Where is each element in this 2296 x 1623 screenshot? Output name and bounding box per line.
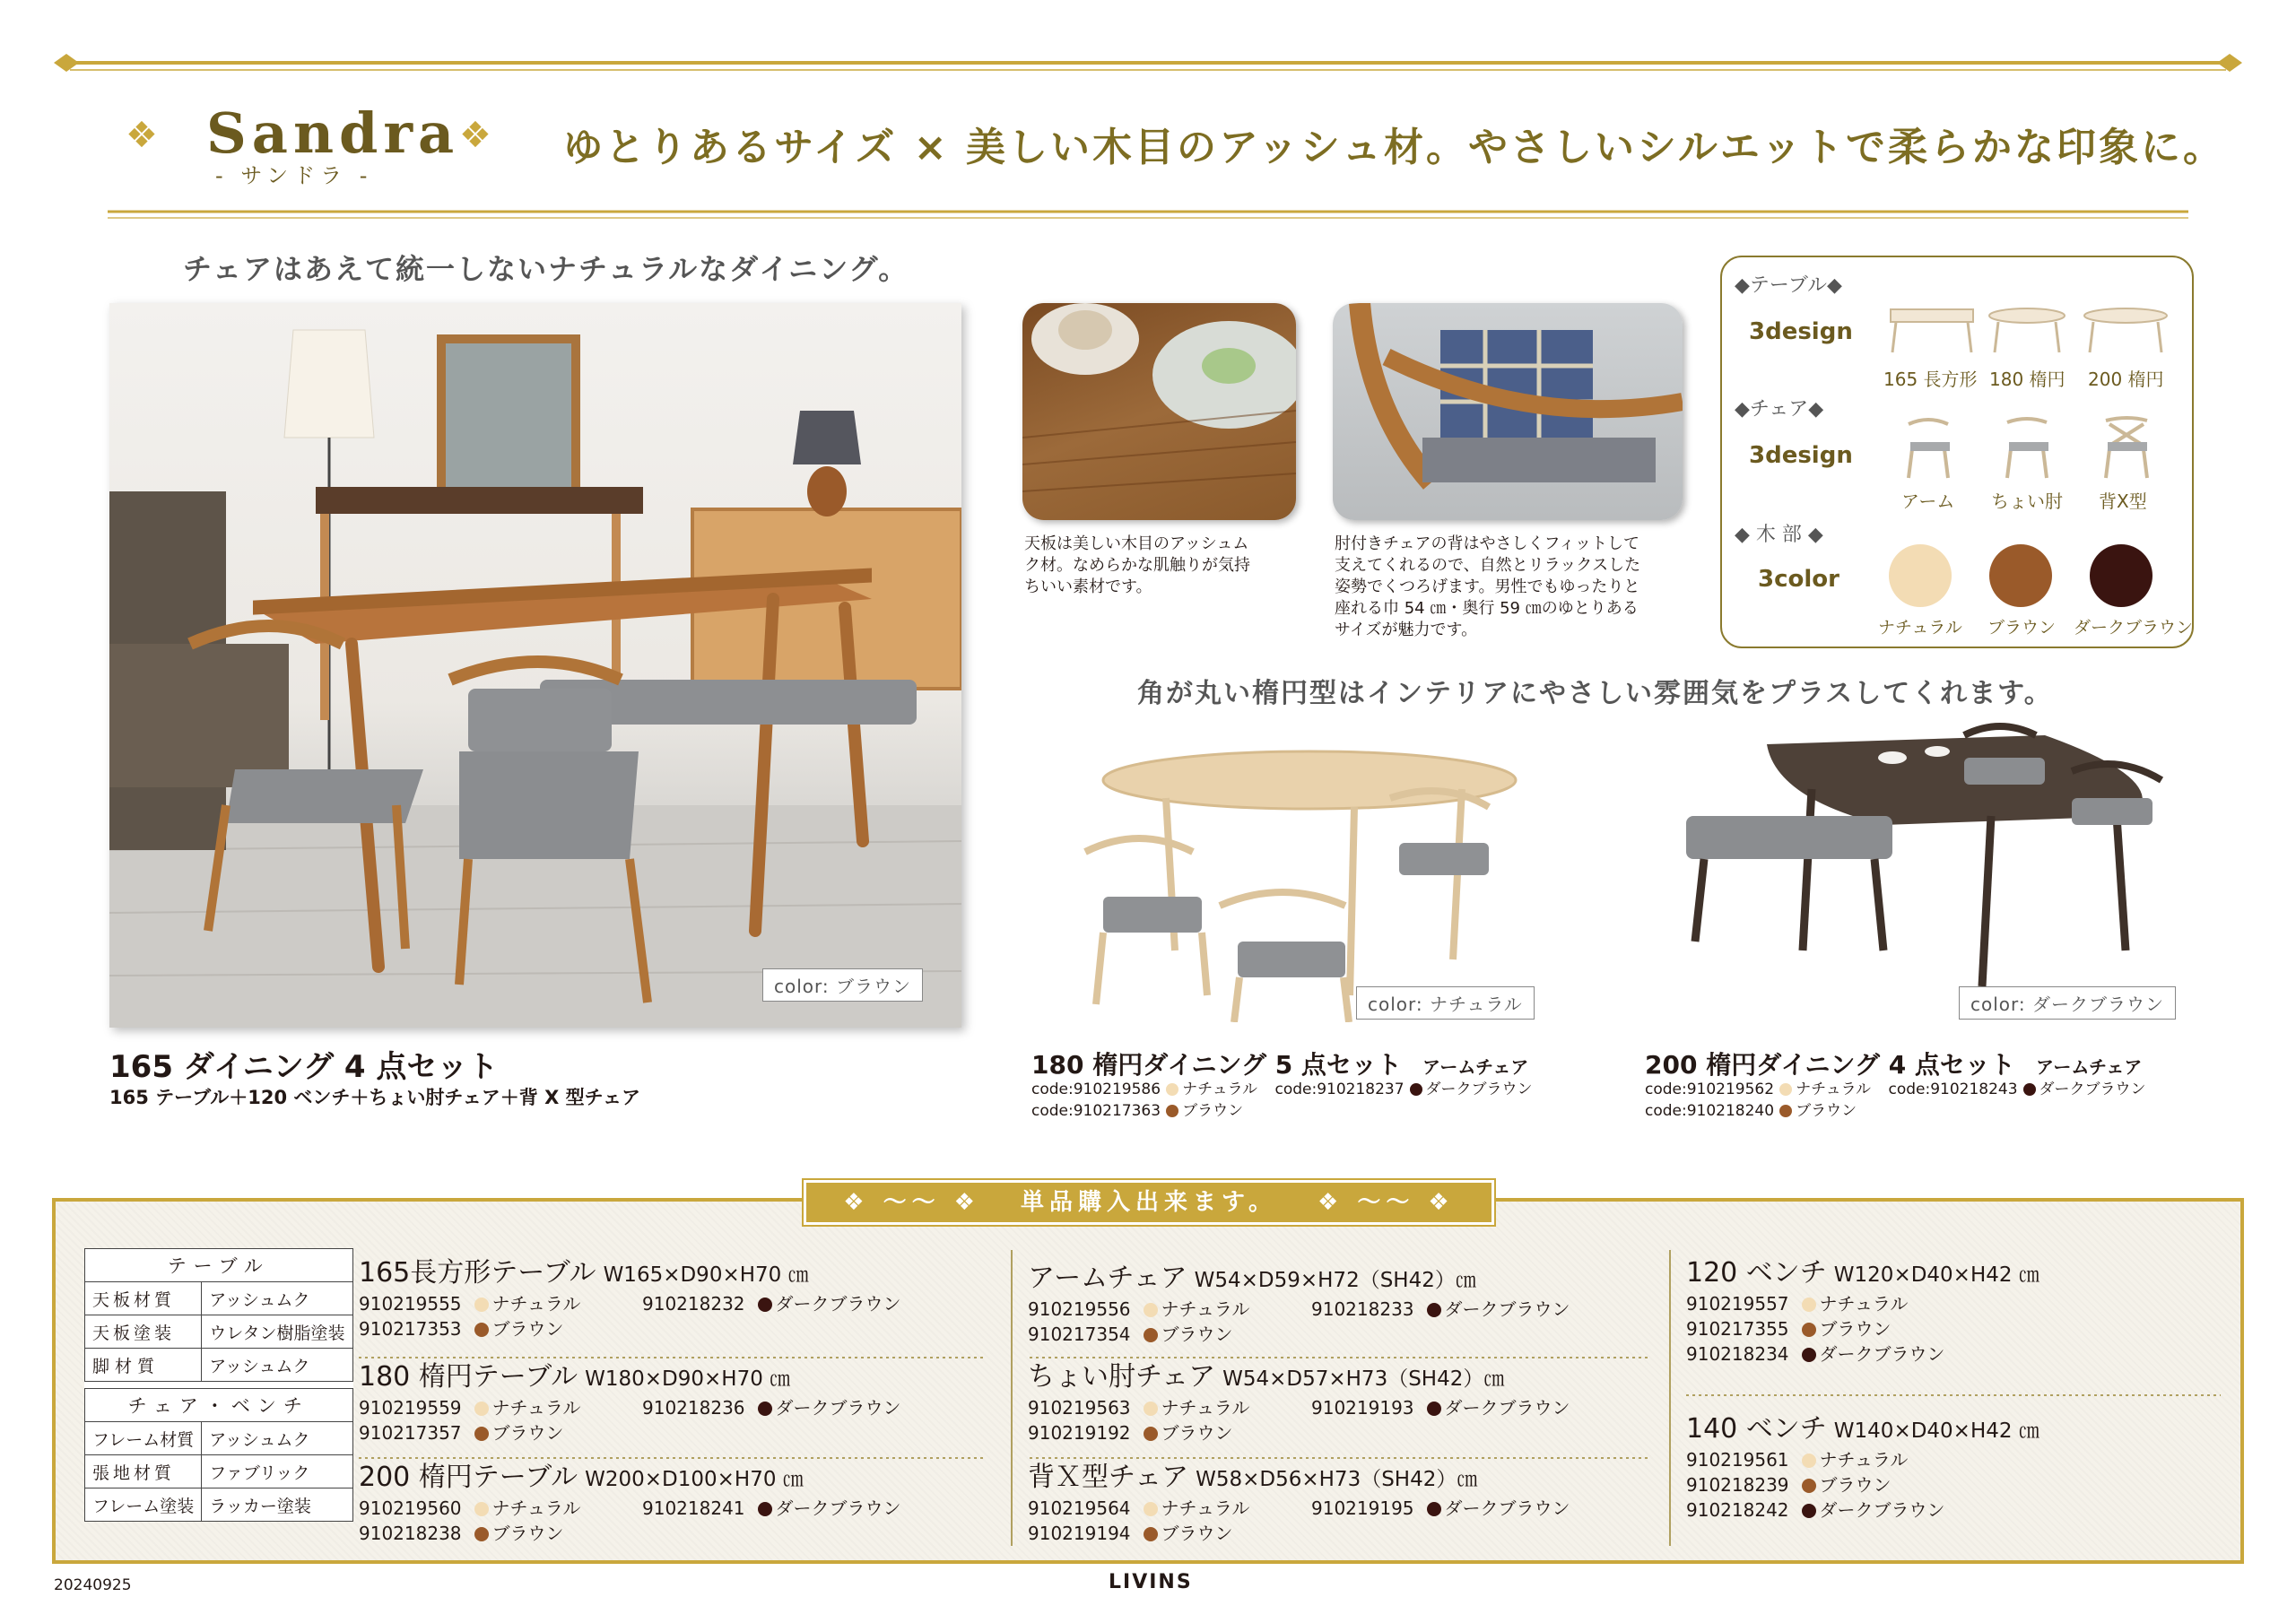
set3-codes: code:910219562 ナチュラル code:910218243 ダークブラウン code:910218240 ブラウン <box>1645 1081 2146 1120</box>
wood-darkbrown-label: ダークブラウン <box>2074 618 2194 638</box>
set1-subtitle: 165 テーブル＋120 ベンチ＋ちょい肘チェア＋背 X 型チェア <box>109 1087 640 1108</box>
wood-brown-label: ブラウン <box>1987 618 2057 638</box>
section1-heading: チェアはあえて統一しないナチュラルなダイニング。 <box>183 252 909 286</box>
wood-natural-label: ナチュラル <box>1878 618 1962 638</box>
product-size: W58×D56×H73（SH42）㎝ <box>1196 1468 1478 1491</box>
tagline: ゆとりあるサイズ × 美しい木目のアッシュ材。やさしいシルエットで柔らかな印象に。 <box>563 125 2226 170</box>
product-name: 140 ベンチ <box>1686 1413 1827 1445</box>
table-variations-label: ◆テーブル◆ <box>1735 274 1842 297</box>
set2-codes: code:910219586 ナチュラル code:910218237 ダークブラウン code:910217363 ブラウン <box>1031 1081 1533 1120</box>
section2-heading: 角が丸い楕円型はインテリアにやさしい雰囲気をプラスしてくれます。 <box>1137 678 2053 709</box>
product-code-row: 910219195 ダークブラウン <box>1311 1497 1570 1519</box>
main-photo-color-tag: color: ブラウン <box>762 968 923 1002</box>
table-180-label: 180 楕円 <box>1989 369 2066 390</box>
product-code-row: 910218234 ダークブラウン <box>1686 1343 1945 1365</box>
product-size: W54×D57×H73（SH42）㎝ <box>1222 1367 1505 1391</box>
table-200-label: 200 楕円 <box>2088 369 2164 390</box>
product-name: 120 ベンチ <box>1686 1257 1827 1289</box>
set3-chair-type: アームチェア <box>2036 1056 2143 1078</box>
materials-table: テーブル 天板材質 アッシュムク 天板塗装 ウレタン樹脂塗装 脚 材 質 アッシュムク チェア・ベンチ フレーム材質 アッシュムク 張地材質 ファブリック フレーム塗装 ラッカー塗装 <box>84 1248 353 1522</box>
footer-logo: LIVINS <box>1109 1571 1193 1593</box>
product-code-row: 910219193 ダークブラウン <box>1311 1397 1570 1419</box>
product-code-row: 910218241 ダークブラウン <box>642 1497 901 1519</box>
product-size: W180×D90×H70 ㎝ <box>585 1367 791 1391</box>
set2-color-tag: color: ナチュラル <box>1356 986 1535 1020</box>
chair-variations-label: ◆チェア◆ <box>1735 398 1824 421</box>
product-code-row: 910218232 ダークブラウン <box>642 1293 901 1315</box>
product-code-row: 910218236 ダークブラウン <box>642 1397 901 1419</box>
product-code-row: 910219557 ナチュラル <box>1686 1293 1909 1315</box>
footer-date: 20240925 <box>54 1576 132 1594</box>
product-code-row: 910219564 ナチュラル <box>1028 1497 1250 1519</box>
product-size: W54×D59×H72（SH42）㎝ <box>1194 1269 1476 1292</box>
wood-color-count: 3color <box>1758 566 1839 593</box>
set3-title: 200 楕円ダイニング 4 点セット <box>1645 1050 2015 1080</box>
chair-choihiji-label: ちょい肘 <box>1991 490 2063 512</box>
set1-title: 165 ダイニング 4 点セット <box>109 1049 499 1085</box>
product-code-row: 910219559 ナチュラル <box>359 1397 581 1419</box>
wood-variations-label: ◆ 木 部 ◆ <box>1735 524 1823 546</box>
product-code-row: 910219561 ナチュラル <box>1686 1449 1909 1471</box>
product-code-row: 910218239 ブラウン <box>1686 1474 1892 1496</box>
product-code-row: 910217354 ブラウン <box>1028 1324 1233 1345</box>
product-name: ちょい肘チェア <box>1028 1361 1216 1393</box>
product-name: アームチェア <box>1028 1263 1187 1294</box>
product-code-row: 910219192 ブラウン <box>1028 1422 1233 1444</box>
fleur-right-icon: ❖ <box>459 115 491 156</box>
brand-kana: - サンドラ - <box>215 163 373 188</box>
product-code-row: 910217357 ブラウン <box>359 1422 564 1444</box>
product-size: W140×D40×H42 ㎝ <box>1833 1419 2039 1443</box>
product-code-row: 910219560 ナチュラル <box>359 1497 581 1519</box>
banner-ornament-right-icon: ❖ ～～ ❖ <box>1318 1189 1455 1216</box>
chair-design-count: 3design <box>1749 442 1853 469</box>
product-code-row: 910218238 ブラウン <box>359 1523 564 1544</box>
product-code-row: 910218242 ダークブラウン <box>1686 1499 1945 1521</box>
product-code-row: 910219563 ナチュラル <box>1028 1397 1250 1419</box>
chair-arm-label: アーム <box>1901 490 1955 512</box>
product-code-row: 910219556 ナチュラル <box>1028 1298 1250 1320</box>
product-size: W120×D40×H42 ㎝ <box>1833 1263 2039 1287</box>
table-design-count: 3design <box>1749 318 1853 345</box>
single-purchase-banner: ❖ ～～ ❖ 単品購入出来ます。 ❖ ～～ ❖ <box>804 1180 1494 1225</box>
detail2-caption: 肘付きチェアの背はやさしくフィットして 支えてくれるので、自然とリラックスした 姿勢でくつろげます。男性でもゆったりと 座れる巾 54 ㎝・奥行 59 ㎝のゆとりある サイズが魅力です。 <box>1335 534 1641 639</box>
product-code-row: 910218233 ダークブラウン <box>1311 1298 1570 1320</box>
brand-name: Sandra <box>206 100 460 166</box>
set3-color-tag: color: ダークブラウン <box>1959 986 2176 1020</box>
table-165-label: 165 長方形 <box>1883 369 1978 390</box>
chair-backx-label: 背X型 <box>2099 490 2147 512</box>
product-name: 200 楕円テーブル <box>359 1462 578 1493</box>
detail1-caption: 天板は美しい木目のアッシュム ク材。なめらかな肌触りが気持 ちいい素材です。 <box>1024 534 1250 596</box>
product-size: W165×D90×H70 ㎝ <box>603 1263 809 1287</box>
product-name: 165長方形テーブル <box>359 1257 596 1289</box>
fleur-left-icon: ❖ <box>126 115 158 156</box>
banner-ornament-left-icon: ❖ ～～ ❖ <box>843 1189 980 1216</box>
product-code-row: 910219194 ブラウン <box>1028 1523 1233 1544</box>
product-code-row: 910217353 ブラウン <box>359 1318 564 1340</box>
product-code-row: 910217355 ブラウン <box>1686 1318 1892 1340</box>
set2-title: 180 楕円ダイニング 5 点セット <box>1031 1050 1402 1080</box>
product-code-row: 910219555 ナチュラル <box>359 1293 581 1315</box>
set2-chair-type: アームチェア <box>1422 1056 1529 1078</box>
product-name: 背Ｘ型チェア <box>1028 1462 1189 1493</box>
product-size: W200×D100×H70 ㎝ <box>585 1468 804 1491</box>
product-name: 180 楕円テーブル <box>359 1361 578 1393</box>
